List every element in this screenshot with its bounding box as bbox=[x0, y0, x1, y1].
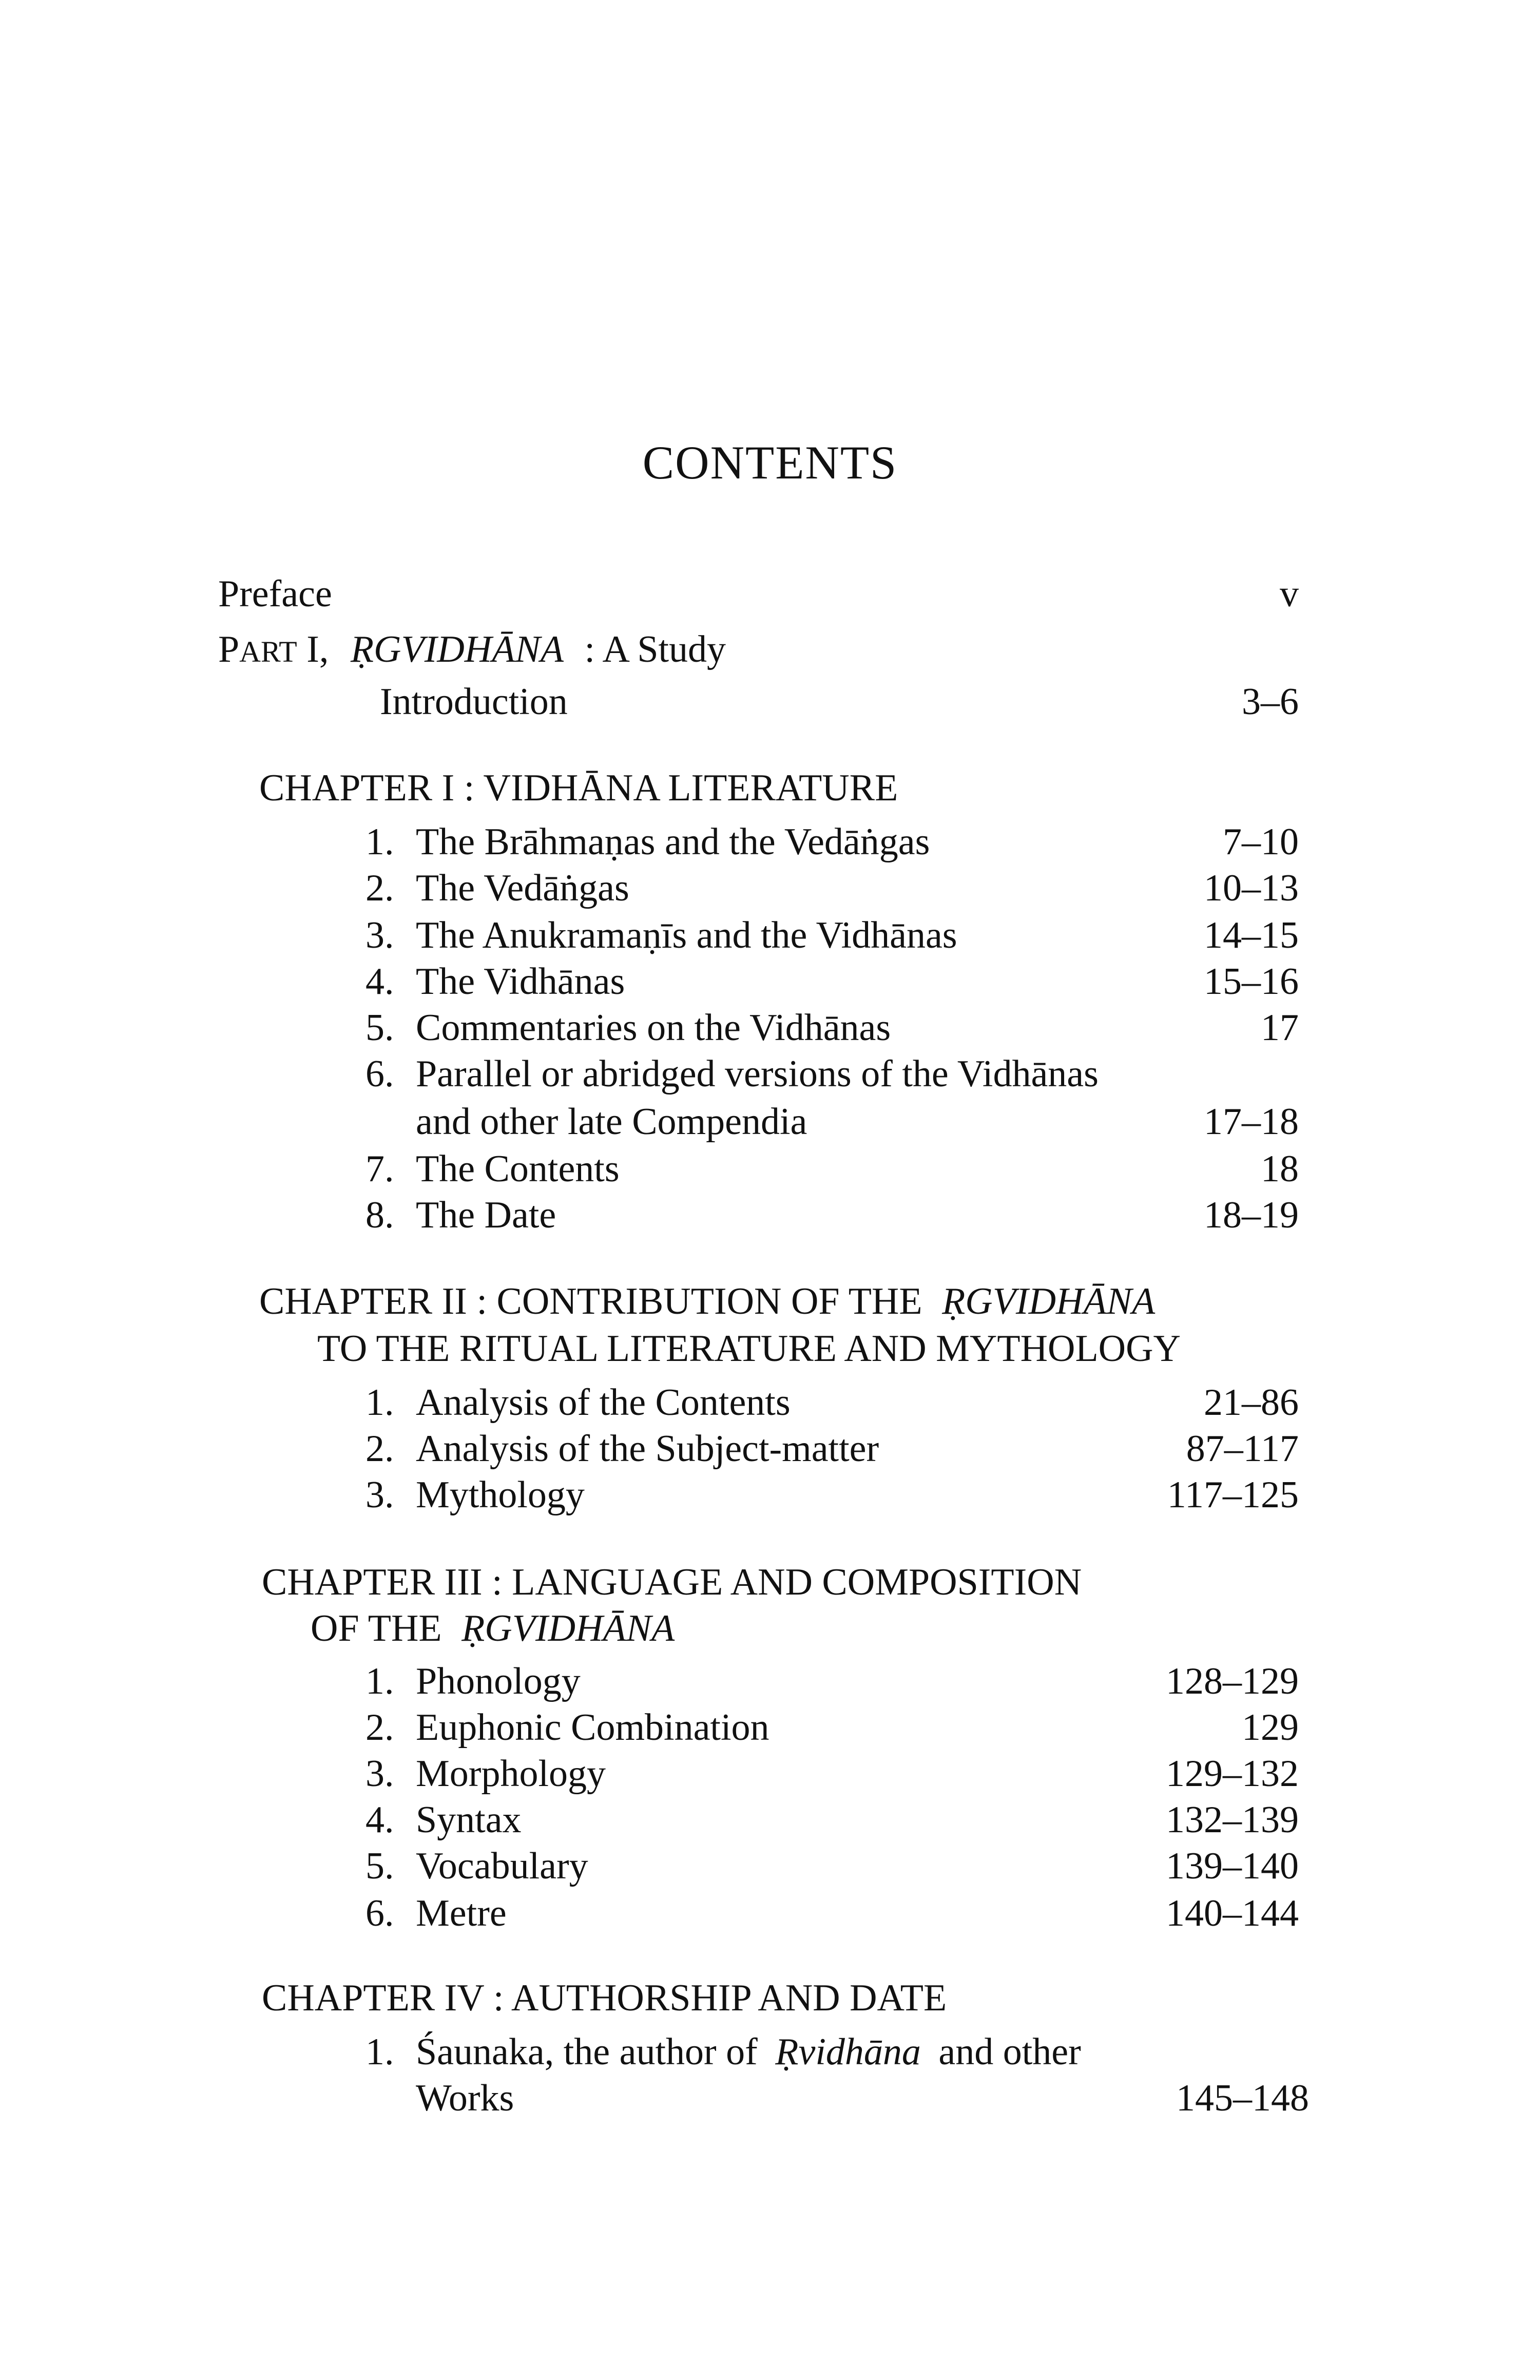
part-prefix-rest: ART bbox=[239, 635, 297, 668]
ch4-item-1-title-post: and other bbox=[938, 2031, 1081, 2073]
ch4-item-1-title-line2: Works bbox=[416, 2077, 514, 2119]
ch4-item-1-title-pre: Śaunaka, the author of bbox=[416, 2031, 758, 2073]
chapter-3-heading: CHAPTER III : LANGUAGE AND COMPOSITION bbox=[262, 1561, 1082, 1603]
ch1-item-8-pages: 18–19 bbox=[1204, 1194, 1299, 1236]
ch3-item-2-num: 2. bbox=[365, 1706, 394, 1749]
ch1-item-5-num: 5. bbox=[365, 1007, 394, 1049]
ch3-item-4-pages: 132–139 bbox=[1166, 1799, 1299, 1841]
ch3-item-1-num: 1. bbox=[365, 1660, 394, 1702]
ch3-item-4-title: Syntax bbox=[416, 1799, 522, 1841]
ch3-item-2-title: Euphonic Combination bbox=[416, 1706, 769, 1749]
ch1-item-1-num: 1. bbox=[365, 821, 394, 863]
ch1-item-4-title: The Vidhānas bbox=[416, 961, 625, 1003]
part-prefix-cap: P bbox=[218, 628, 240, 670]
ch1-item-3-title: The Anukramaṇīs and the Vidhānas bbox=[416, 914, 957, 956]
ch2-item-2-pages: 87–117 bbox=[1186, 1428, 1299, 1470]
chapter-2-heading bbox=[259, 1282, 1155, 1320]
ch3-item-3-title: Morphology bbox=[416, 1753, 606, 1795]
chapter-3-heading-work: ṚGVIDHĀNA bbox=[461, 1607, 675, 1649]
ch2-item-2-title: Analysis of the Subject-matter bbox=[416, 1428, 879, 1470]
chapter-1-heading: CHAPTER I : VIDHĀNA LITERATURE bbox=[259, 767, 898, 809]
ch1-item-1-title: The Brāhmaṇas and the Vedāṅgas bbox=[416, 821, 930, 863]
intro-page: 3–6 bbox=[1242, 681, 1299, 723]
ch1-item-2-num: 2. bbox=[365, 867, 394, 909]
part-subtitle: : A Study bbox=[584, 628, 726, 670]
ch3-item-5-pages: 139–140 bbox=[1166, 1845, 1299, 1887]
chapter-2-heading-text: CHAPTER II : CONTRIBUTION OF THE bbox=[259, 1280, 922, 1322]
ch1-item-8-title: The Date bbox=[416, 1194, 556, 1236]
ch3-item-2-pages: 129 bbox=[1242, 1706, 1299, 1749]
preface-page: v bbox=[1280, 573, 1299, 615]
ch1-item-7-pages: 18 bbox=[1261, 1148, 1299, 1190]
ch3-item-5-title: Vocabulary bbox=[416, 1845, 588, 1887]
ch2-item-3-pages: 117–125 bbox=[1167, 1474, 1299, 1516]
intro-label: Introduction bbox=[380, 681, 568, 723]
chapter-4-heading: CHAPTER IV : AUTHORSHIP AND DATE bbox=[262, 1977, 947, 2019]
ch4-item-1-num: 1. bbox=[365, 2031, 394, 2073]
chapter-2-heading-work: ṚGVIDHĀNA bbox=[942, 1280, 1156, 1322]
chapter-2-heading-line2: TO THE RITUAL LITERATURE AND MYTHOLOGY bbox=[317, 1328, 1181, 1370]
ch4-item-1-title-work: Ṛvidhāna bbox=[775, 2031, 921, 2073]
ch1-item-6-num: 6. bbox=[365, 1053, 394, 1095]
ch1-item-5-title: Commentaries on the Vidhānas bbox=[416, 1007, 891, 1049]
ch3-item-1-title: Phonology bbox=[416, 1660, 581, 1702]
ch2-item-1-title: Analysis of the Contents bbox=[416, 1381, 791, 1424]
ch1-item-4-pages: 15–16 bbox=[1204, 961, 1299, 1003]
part-work-title: ṚGVIDHĀNA bbox=[350, 628, 564, 670]
ch3-item-1-pages: 128–129 bbox=[1166, 1660, 1299, 1702]
ch1-item-3-pages: 14–15 bbox=[1204, 914, 1299, 956]
ch1-item-6-title: Parallel or abridged versions of the Vidhānas bbox=[416, 1053, 1099, 1095]
ch2-item-1-num: 1. bbox=[365, 1381, 394, 1424]
ch2-item-3-num: 3. bbox=[365, 1474, 394, 1516]
ch4-item-1-title bbox=[416, 2033, 1081, 2071]
ch1-item-8-num: 8. bbox=[365, 1194, 394, 1236]
ch3-item-5-num: 5. bbox=[365, 1845, 394, 1887]
ch1-item-6-title-line2: and other late Compendia bbox=[416, 1101, 807, 1143]
part-heading bbox=[218, 630, 726, 668]
chapter-3-heading-prefix: OF THE bbox=[311, 1607, 442, 1649]
ch2-item-1-pages: 21–86 bbox=[1204, 1381, 1299, 1424]
ch2-item-3-title: Mythology bbox=[416, 1474, 585, 1516]
ch1-item-7-num: 7. bbox=[365, 1148, 394, 1190]
ch3-item-3-pages: 129–132 bbox=[1166, 1753, 1299, 1795]
chapter-3-heading-line2 bbox=[311, 1609, 675, 1647]
ch3-item-6-num: 6. bbox=[365, 1892, 394, 1934]
ch3-item-4-num: 4. bbox=[365, 1799, 394, 1841]
ch1-item-4-num: 4. bbox=[365, 961, 394, 1003]
ch3-item-6-pages: 140–144 bbox=[1166, 1892, 1299, 1934]
ch1-item-2-title: The Vedāṅgas bbox=[416, 867, 629, 909]
preface-label: Preface bbox=[218, 573, 332, 615]
ch1-item-5-pages: 17 bbox=[1261, 1007, 1299, 1049]
part-number: I, bbox=[306, 628, 329, 670]
ch1-item-2-pages: 10–13 bbox=[1204, 867, 1299, 909]
ch1-item-3-num: 3. bbox=[365, 914, 394, 956]
ch3-item-3-num: 3. bbox=[365, 1753, 394, 1795]
ch1-item-1-pages: 7–10 bbox=[1223, 821, 1299, 863]
ch2-item-2-num: 2. bbox=[365, 1428, 394, 1470]
ch1-item-7-title: The Contents bbox=[416, 1148, 620, 1190]
ch3-item-6-title: Metre bbox=[416, 1892, 507, 1934]
page-title: CONTENTS bbox=[642, 436, 898, 489]
ch4-item-1-pages: 145–148 bbox=[1176, 2077, 1309, 2119]
ch1-item-6-pages: 17–18 bbox=[1204, 1101, 1299, 1143]
